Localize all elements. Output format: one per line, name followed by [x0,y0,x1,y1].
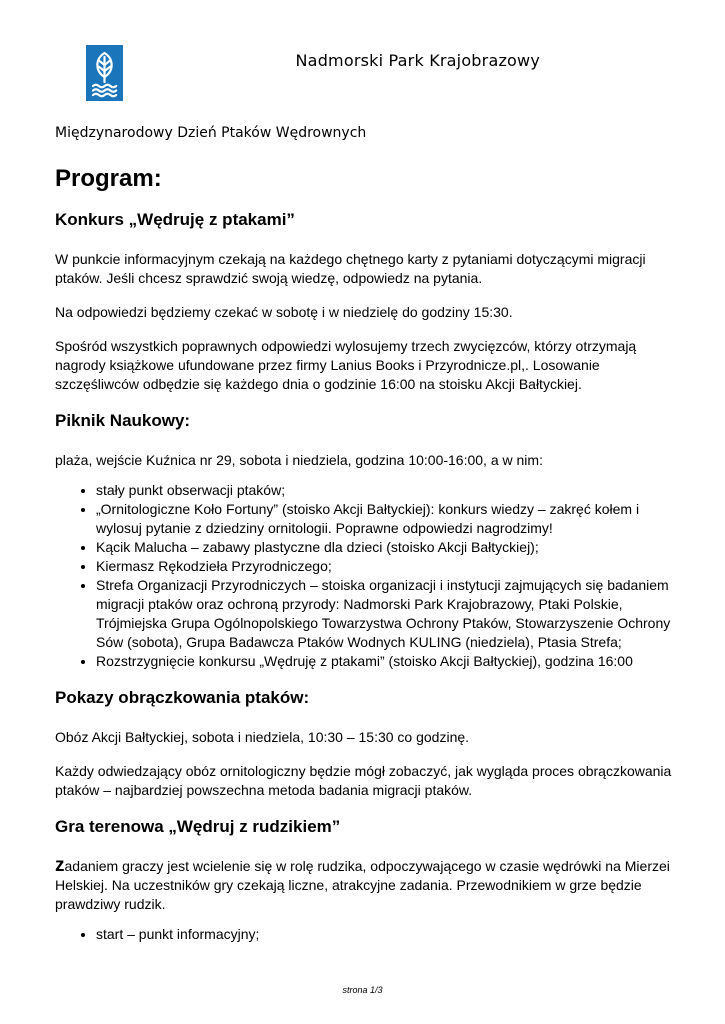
list-item: • Strefa Organizacji Przyrodniczych – stoiska organizacji i instytucji zajmujących się badaniem migracji ptaków oraz ochroną przyrody: Nadmorski Park Krajobrazowy, Ptaki Polskie, Trójmiejska Grupa Ogólnopolskiego Towarzystwa Ochrony Ptaków, Stowarzyszenie Ochrony Sów (sobota), Grupa Badawcza Ptaków Wodnych KULING (niedziela), Ptasia Strefa; [96,576,685,652]
gra-paragraph [55,857,685,914]
page-number: strona 1/3 [342,985,383,995]
list-item: • „Ornitologiczne Koło Fortuny” (stoisko Akcji Bałtyckiej): konkurs wiedzy – zakręć kołem i wylosuj pytanie z dziedziny ornitologii. Poprawne odpowiedzi nagrodzimy! [96,500,685,538]
list-item: • Kiermasz Rękodzieła Przyrodniczego; [96,557,685,576]
konkurs-paragraph: W punkcie informacyjnym czekają na każdego chętnego karty z pytaniami dotyczącymi migracji ptaków. Jeśli chcesz sprawdzić swoją wiedzę, odpowiedz na pytania. [55,251,646,286]
pokazy-heading: Pokazy obrączkowania ptaków: [55,688,310,707]
konkurs-paragraph: Spośród wszystkich poprawnych odpowiedzi wylosujemy trzech zwycięzców, którzy otrzymają nagrody książkowe ufundowane przez firmy Lanius Books i Przyrodnicze.pl,. Losowanie szczęśliwców odbędzie się każdego dnia o godzinie 16:00 na stoisku Akcji Bałtyckiej. [55,338,637,392]
list-item: • Kącik Malucha – zabawy plastyczne dla dzieci (stoisko Akcji Bałtyckiej); [96,538,685,557]
event-subtitle: Międzynarodowy Dzień Ptaków Wędrownych [55,125,367,141]
program-title: Program: [55,165,162,192]
gra-list [55,925,685,944]
konkurs-paragraph: Na odpowiedzi będziemy czekać w sobotę i w niedzielę do godziny 15:30. [55,304,513,320]
drop-cap-letter: z [55,855,65,876]
park-name: Nadmorski Park Krajobrazowy [295,51,540,70]
piknik-intro: plaża, wejście Kuźnica nr 29, sobota i niedziela, godzina 10:00-16:00, a w nim: [55,452,543,468]
piknik-heading: Piknik Naukowy: [55,411,191,430]
pokazy-paragraph: Obóz Akcji Bałtyckiej, sobota i niedziela, 10:30 – 15:30 co godzinę. [55,729,470,745]
konkurs-heading: Konkurs „Wędruję z ptakami” [55,210,295,229]
list-item: • stały punkt obserwacji ptaków; [96,481,685,500]
pokazy-paragraph: Każdy odwiedzający obóz ornitologiczny będzie mógł zobaczyć, jak wygląda proces obrączkowania ptaków – najbardziej powszechna metoda badania migracji ptaków. [55,763,672,798]
piknik-list [55,481,685,671]
list-item: • start – punkt informacyjny; [96,925,685,944]
gra-paragraph-text: adaniem graczy jest wcielenie się w rolę rudzika, odpoczywającego w czasie wędrówki na Mierzei Helskiej. Na uczestników gry czekają liczne, atrakcyjne zadania. Przewodnikiem w grze będzie prawdziwy rudzik. [55,858,670,912]
document-body [55,125,685,959]
gra-heading: Gra terenowa „Wędruj z rudzikiem” [55,817,341,836]
list-item: • Rozstrzygnięcie konkursu „Wędruję z ptakami” (stoisko Akcji Bałtyckiej), godzina 16:00 [96,652,685,671]
